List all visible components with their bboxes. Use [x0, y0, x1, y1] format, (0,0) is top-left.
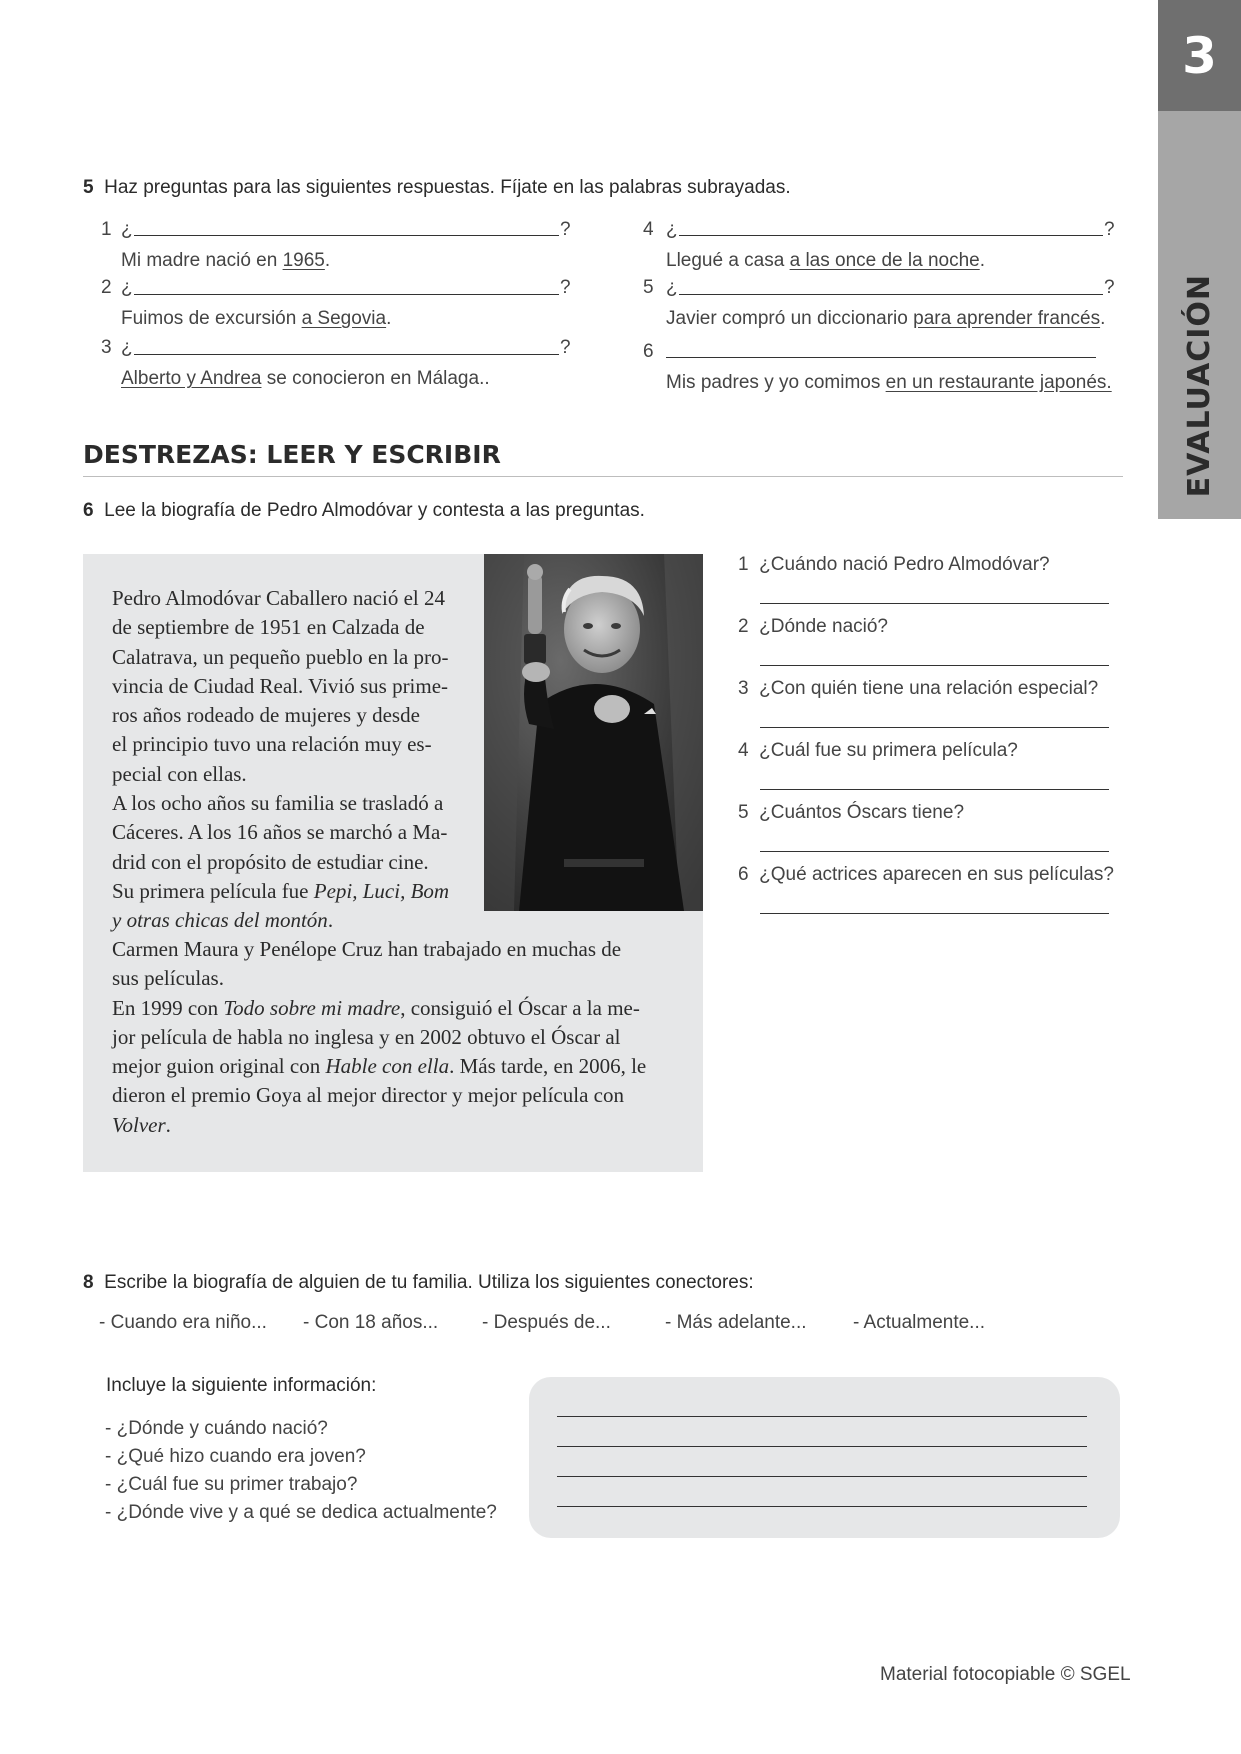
- section-side-tab: [1158, 111, 1241, 519]
- open-question-mark: ¿: [666, 277, 678, 298]
- exercise-number: 8: [83, 1272, 94, 1293]
- include-title: Incluye la siguiente información:: [106, 1375, 377, 1396]
- exercise-number: 6: [83, 500, 94, 521]
- instruction-text: Escribe la biografía de alguien de tu familia. Utiliza los siguientes conectores:: [104, 1272, 754, 1293]
- close-question-mark: ?: [560, 277, 571, 298]
- question-item: 6 ¿Qué actrices aparecen en sus películas?: [738, 864, 1114, 885]
- question-item: 5 ¿Cuántos Óscars tiene?: [738, 802, 965, 823]
- answer-line[interactable]: [679, 235, 1103, 236]
- instruction-text: Haz preguntas para las siguientes respuestas. Fíjate en las palabras subrayadas.: [104, 177, 791, 198]
- question-item: 4 ¿Cuál fue su primera película?: [738, 740, 1018, 761]
- connector: - Después de...: [482, 1312, 611, 1333]
- connector: - Cuando era niño...: [99, 1312, 267, 1333]
- answer-text: Alberto y Andrea se conocieron en Málaga..: [121, 368, 490, 389]
- connector: - Más adelante...: [665, 1312, 807, 1333]
- item-number: 3: [101, 337, 112, 358]
- include-item: - ¿Dónde y cuándo nació?: [105, 1418, 328, 1439]
- include-item: - ¿Dónde vive y a qué se dedica actualmente?: [105, 1502, 497, 1523]
- question-item: 3 ¿Con quién tiene una relación especial?: [738, 678, 1099, 699]
- answer-line[interactable]: [760, 665, 1109, 666]
- exercise-number: 5: [83, 177, 94, 198]
- biography-text-top: Pedro Almodóvar Caballero nació el 24 de septiembre de 1951 en Calzada de Calatrava, un pequeño pueblo en la pro- vincia de Ciudad Real. Vivió sus prime- ros años rodeado de mujeres y desde el principio tuvo una relación muy es- pecial con ellas. A los ocho años su familia se trasladó a Cáceres. A los 16 años se marchó a Ma- drid con el propósito de estudiar cine. Su primera película fue Pepi, Luci, Bom y otras chicas del montón.: [112, 586, 450, 933]
- close-question-mark: ?: [1104, 277, 1115, 298]
- section-title: DESTREZAS: LEER Y ESCRIBIR: [83, 440, 501, 469]
- item-number: 5: [643, 277, 654, 298]
- open-question-mark: ¿: [121, 337, 133, 358]
- include-item: - ¿Qué hizo cuando era joven?: [105, 1446, 366, 1467]
- side-tab-label: EVALUACIÓN: [1182, 273, 1217, 497]
- question-item: 1 ¿Cuándo nació Pedro Almodóvar?: [738, 554, 1050, 575]
- answer-line[interactable]: [134, 354, 559, 355]
- open-question-mark: ¿: [121, 277, 133, 298]
- include-item: - ¿Cuál fue su primer trabajo?: [105, 1474, 358, 1495]
- exercise-8-instruction: [83, 1272, 754, 1294]
- item-number: 1: [101, 219, 112, 240]
- writing-line[interactable]: [557, 1476, 1087, 1477]
- exercise-6-instruction: [83, 500, 645, 522]
- close-question-mark: ?: [560, 337, 571, 358]
- answer-line[interactable]: [134, 235, 559, 236]
- footer-copyright: Material fotocopiable © SGEL: [880, 1664, 1131, 1685]
- answer-text: Javier compró un diccionario para aprender francés.: [666, 308, 1106, 329]
- answer-text: Mis padres y yo comimos en un restaurante japonés.: [666, 372, 1112, 393]
- biography-text-bottom: Carmen Maura y Penélope Cruz han trabajado en muchas de sus películas. En 1999 con Todo sobre mi madre, consiguió el Óscar a la me- jor película de habla no inglesa y en 2002 obtuvo el Óscar al mejor guion original con Hable con ella. Más tarde, en 2006, le dieron el premio Goya al mejor director y mejor película con Volver.: [112, 937, 647, 1137]
- unit-number-tab: [1158, 0, 1241, 111]
- close-question-mark: ?: [1104, 219, 1115, 240]
- open-question-mark: ¿: [121, 219, 133, 240]
- answer-line[interactable]: [666, 357, 1096, 358]
- answer-line[interactable]: [679, 294, 1103, 295]
- connector: - Actualmente...: [853, 1312, 986, 1333]
- open-question-mark: ¿: [666, 219, 678, 240]
- answer-text: Fuimos de excursión a Segovia.: [121, 308, 392, 329]
- section-divider: [83, 476, 1123, 477]
- unit-number: 3: [1182, 26, 1217, 85]
- close-question-mark: ?: [560, 219, 571, 240]
- answer-line[interactable]: [134, 294, 559, 295]
- photo-illustration: [484, 554, 703, 911]
- question-item: 2 ¿Dónde nació?: [738, 616, 889, 637]
- item-number: 4: [643, 219, 654, 240]
- connector: - Con 18 años...: [303, 1312, 439, 1333]
- answer-line[interactable]: [760, 913, 1109, 914]
- writing-line[interactable]: [557, 1446, 1087, 1447]
- item-number: 2: [101, 277, 112, 298]
- item-number: 6: [643, 341, 654, 362]
- answer-text: Mi madre nació en 1965.: [121, 250, 331, 271]
- writing-line[interactable]: [557, 1416, 1087, 1417]
- answer-line[interactable]: [760, 727, 1109, 728]
- exercise-5-instruction: [83, 177, 791, 199]
- answer-line[interactable]: [760, 789, 1109, 790]
- writing-line[interactable]: [557, 1506, 1087, 1507]
- include-list: [105, 1415, 497, 1527]
- instruction-text: Lee la biografía de Pedro Almodóvar y contesta a las preguntas.: [104, 500, 645, 521]
- writing-area[interactable]: [529, 1377, 1120, 1538]
- answer-text: Llegué a casa a las once de la noche.: [666, 250, 986, 271]
- almodovar-photo: [484, 554, 703, 911]
- answer-line[interactable]: [760, 603, 1109, 604]
- answer-line[interactable]: [760, 851, 1109, 852]
